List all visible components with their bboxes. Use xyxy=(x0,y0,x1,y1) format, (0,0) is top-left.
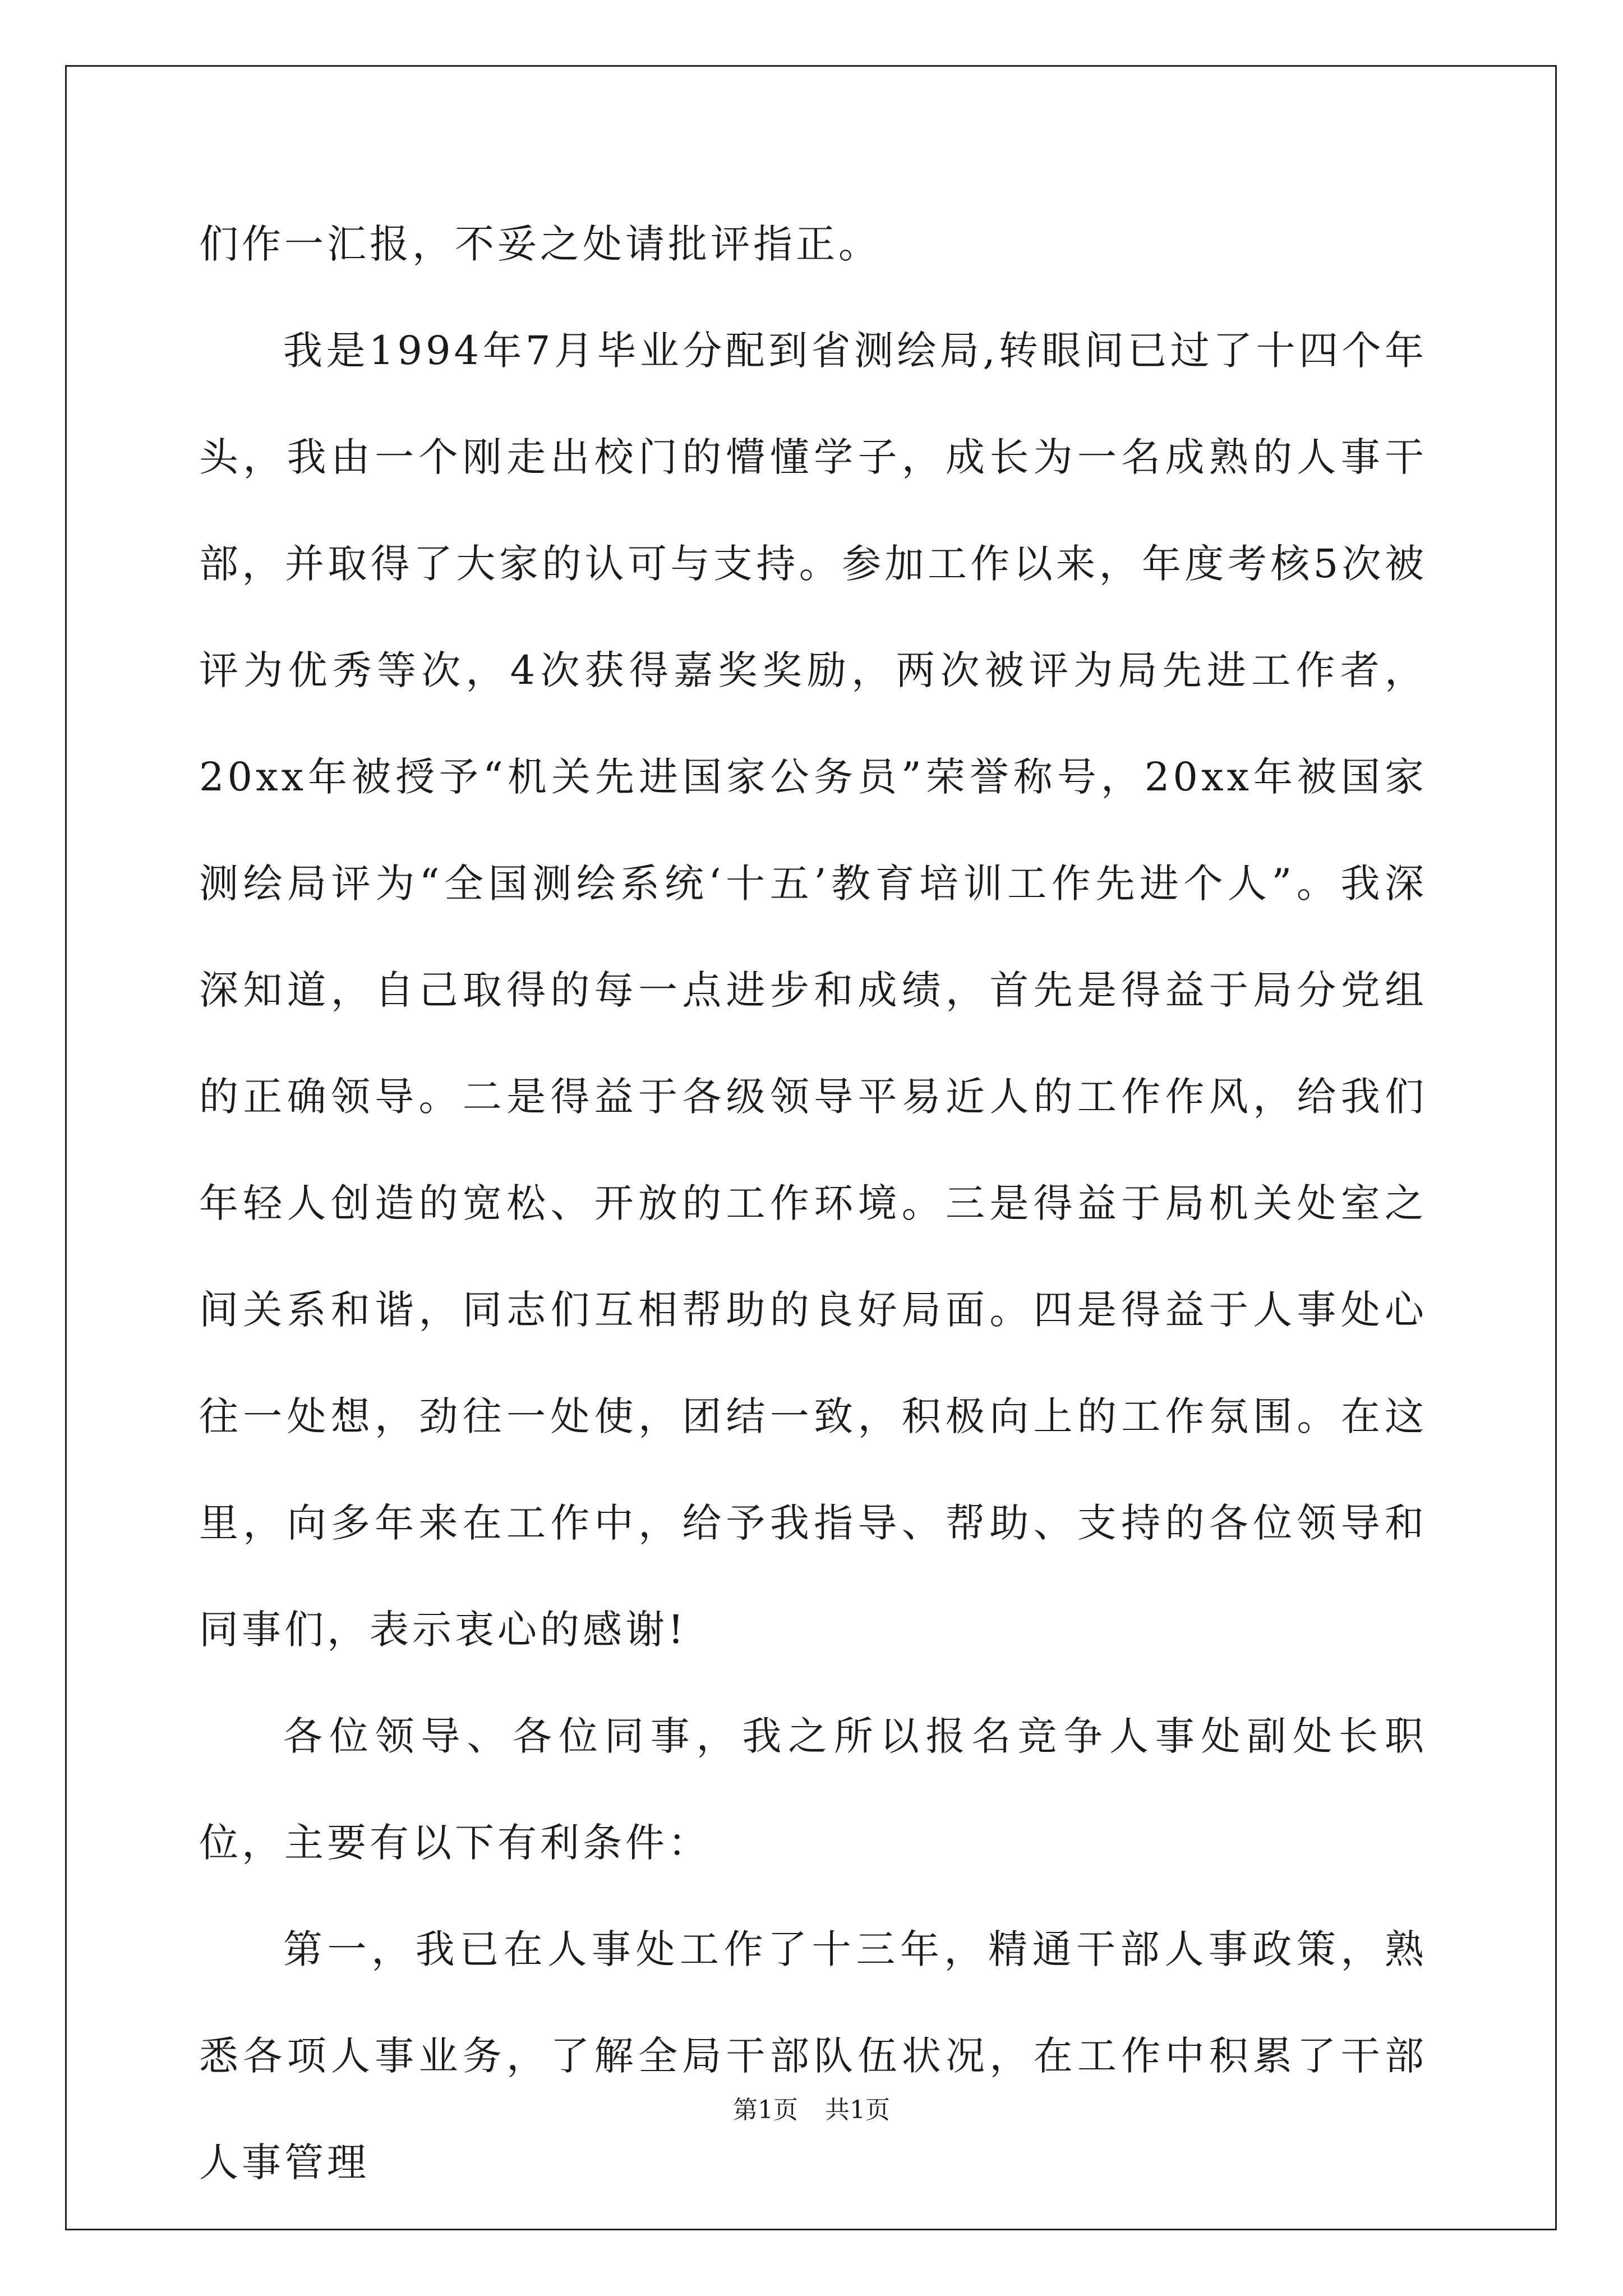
paragraph-2: 我是1994年7月毕业分配到省测绘局,转眼间已过了十四个年头，我由一个刚走出校门的懵懂学子，成长为一名成熟的人事干部，并取得了大家的认可与支持。参加工作以来，年度考核5次被评为优秀等次，4次获得嘉奖奖励，两次被评为局先进工作者，20xx年被授予“机关先进国家公务员”荣誉称号，20xx年被国家测绘局评为“全国测绘系统‘十五’教育培训工作先进个人”。我深深知道，自己取得的每一点进步和成绩，首先是得益于局分党组的正确领导。二是得益于各级领导平易近人的工作作风，给我们年轻人创造的宽松、开放的工作环境。三是得益于局机关处室之间关系和谐，同志们互相帮助的良好局面。四是得益于人事处心往一处想，劲往一处使，团结一致，积极向上的工作氛围。在这里，向多年来在工作中，给予我指导、帮助、支持的各位领导和同事们，表示衷心的感谢! xyxy=(199,328,1427,1653)
paragraph-1: 们作一汇报，不妥之处请批评指正。 xyxy=(199,221,881,267)
page-number: 第1页 xyxy=(733,2096,798,2124)
paragraph-4: 第一，我已在人事处工作了十三年，精通干部人事政策，熟悉各项人事业务，了解全局干部队伍状况，在工作中积累了干部人事管理 xyxy=(199,1926,1427,2185)
document-body xyxy=(199,191,1427,2216)
paragraph-3: 各位领导、各位同事，我之所以报名竞争人事处副处长职位，主要有以下有利条件： xyxy=(199,1713,1427,1866)
page-footer xyxy=(0,2093,1623,2127)
page-total: 共1页 xyxy=(825,2096,890,2124)
